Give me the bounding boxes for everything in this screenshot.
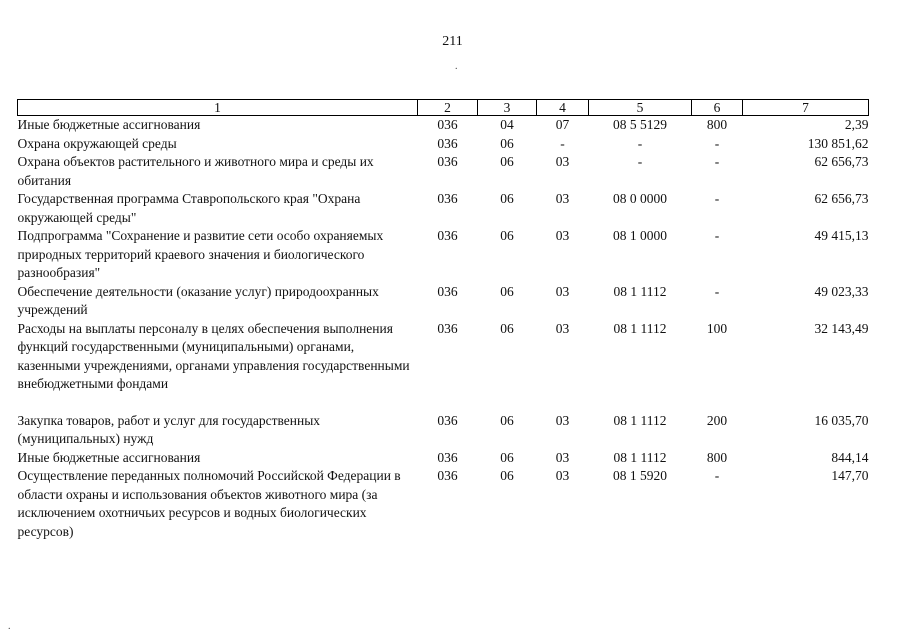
row-name: Подпрограмма "Сохранение и развитие сети особо охраняемых природных территорий краевого значения и биологического разнообразия" xyxy=(17,228,384,280)
column-header-7: 7 xyxy=(743,100,869,116)
row-target-code: - xyxy=(637,154,643,169)
row-section-code: 06 xyxy=(500,412,514,428)
row-name: Охрана объектов растительного и животного мира и среды их обитания xyxy=(17,154,374,188)
column-header-3: 3 xyxy=(478,100,537,116)
row-section-code: 06 xyxy=(500,135,514,151)
row-expense-type-code: 800 xyxy=(706,449,728,465)
table-row xyxy=(18,116,869,135)
table-row xyxy=(18,227,869,283)
row-subsection-code: 03 xyxy=(555,228,570,243)
row-expense-type-code: 800 xyxy=(706,117,728,132)
table-row xyxy=(18,190,869,227)
table-row xyxy=(18,135,869,154)
row-subsection-code: 07 xyxy=(555,117,570,132)
row-subsection-code: - xyxy=(560,135,565,151)
table-row xyxy=(18,467,869,541)
table-row xyxy=(18,320,869,412)
column-header-2: 2 xyxy=(418,100,478,116)
table-row xyxy=(18,412,869,449)
table-row xyxy=(18,449,869,468)
row-subsection-code: 03 xyxy=(555,449,570,465)
table-header xyxy=(18,100,869,116)
row-section-code: 06 xyxy=(500,283,514,299)
row-section-code: 04 xyxy=(500,117,514,132)
row-section-code: 06 xyxy=(500,191,514,206)
row-amount: 32 143,49 xyxy=(814,320,869,336)
header-row xyxy=(18,100,869,116)
row-name: Закупка товаров, работ и услуг для государственных (муниципальных) нужд xyxy=(17,412,321,446)
row-amount: 62 656,73 xyxy=(814,154,869,169)
row-amount: 62 656,73 xyxy=(814,191,869,206)
row-target-code: 08 0 0000 xyxy=(613,191,667,206)
row-subsection-code: 03 xyxy=(555,191,570,206)
table-row xyxy=(18,153,869,190)
page-number: 211 xyxy=(442,34,463,49)
row-ministry-code: 036 xyxy=(437,191,458,206)
row-target-code: 08 1 0000 xyxy=(613,228,667,243)
row-section-code: 06 xyxy=(500,320,514,336)
row-name: Государственная программа Ставропольского края "Охрана окружающей среды" xyxy=(17,191,361,225)
row-amount: 49 023,33 xyxy=(814,283,869,299)
row-amount: 49 415,13 xyxy=(814,228,869,243)
scan-speck: . xyxy=(455,61,458,72)
row-expense-type-code: 200 xyxy=(706,412,728,428)
row-name: Расходы на выплаты персоналу в целях обеспечения выполнения функций государственными (муниципальными) органами, казенными учреждениями, органами управления государственными внебюджетными фондами xyxy=(17,320,410,391)
row-amount: 147,70 xyxy=(831,468,869,483)
row-target-code: 08 1 1112 xyxy=(613,412,667,428)
row-expense-type-code: 100 xyxy=(706,320,728,336)
row-name: Осуществление переданных полномочий Российской Федерации в области охраны и использования объектов животного мира (за исключением охотничьих ресурсов и водных биологических ресурсов) xyxy=(17,468,401,539)
row-section-code: 06 xyxy=(500,468,514,483)
row-section-code: 06 xyxy=(500,154,514,169)
row-ministry-code: 036 xyxy=(437,117,458,132)
row-ministry-code: 036 xyxy=(437,228,458,243)
row-expense-type-code: - xyxy=(714,154,720,169)
table-row xyxy=(18,283,869,320)
row-expense-type-code: - xyxy=(714,135,720,151)
column-header-1: 1 xyxy=(18,100,418,116)
row-subsection-code: 03 xyxy=(555,320,570,336)
row-ministry-code: 036 xyxy=(437,412,458,428)
row-ministry-code: 036 xyxy=(437,154,458,169)
column-header-4: 4 xyxy=(537,100,589,116)
row-expense-type-code: - xyxy=(714,283,720,299)
row-target-code: 08 1 5920 xyxy=(613,468,667,483)
row-expense-type-code: - xyxy=(714,191,720,206)
column-header-6: 6 xyxy=(692,100,743,116)
row-target-code: 08 5 5129 xyxy=(613,117,667,132)
row-subsection-code: 03 xyxy=(555,154,570,169)
row-subsection-code: 03 xyxy=(555,283,570,299)
row-name: Иные бюджетные ассигнования xyxy=(17,117,201,132)
row-amount: 130 851,62 xyxy=(807,135,869,151)
row-amount: 2,39 xyxy=(844,117,869,132)
row-subsection-code: 03 xyxy=(555,468,570,483)
row-expense-type-code: - xyxy=(714,468,720,483)
row-ministry-code: 036 xyxy=(437,320,458,336)
row-amount: 16 035,70 xyxy=(814,412,869,428)
row-target-code: - xyxy=(637,135,643,151)
row-target-code: 08 1 1112 xyxy=(613,449,667,465)
row-section-code: 06 xyxy=(500,449,514,465)
table-body xyxy=(18,116,869,542)
row-name: Обеспечение деятельности (оказание услуг) природоохранных учреждений xyxy=(17,283,379,317)
row-expense-type-code: - xyxy=(714,228,720,243)
row-ministry-code: 036 xyxy=(437,449,458,465)
row-target-code: 08 1 1112 xyxy=(613,320,667,336)
row-amount: 844,14 xyxy=(831,449,869,465)
row-section-code: 06 xyxy=(500,228,514,243)
row-ministry-code: 036 xyxy=(437,283,458,299)
row-target-code: 08 1 1112 xyxy=(613,283,667,299)
scan-speck: . xyxy=(8,621,11,632)
row-name: Охрана окружающей среды xyxy=(17,135,177,151)
row-ministry-code: 036 xyxy=(437,135,458,151)
row-subsection-code: 03 xyxy=(555,412,570,428)
column-header-5: 5 xyxy=(589,100,692,116)
row-ministry-code: 036 xyxy=(437,468,458,483)
row-name: Иные бюджетные ассигнования xyxy=(17,449,201,465)
budget-table xyxy=(17,99,869,541)
